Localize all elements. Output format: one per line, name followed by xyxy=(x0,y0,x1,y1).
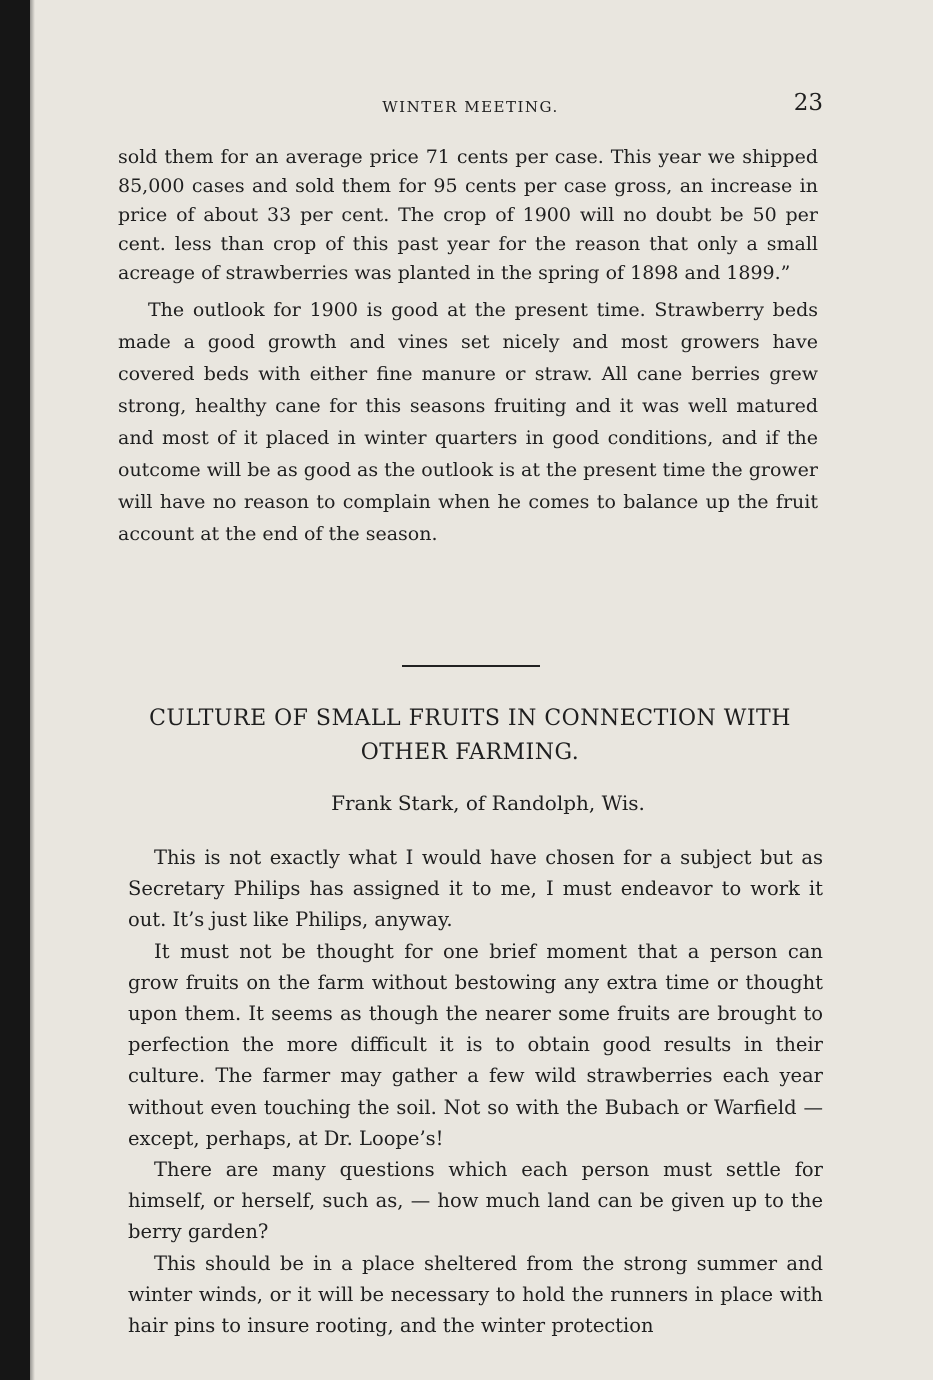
article-title xyxy=(110,702,830,770)
page-number: 23 xyxy=(793,90,823,116)
paragraph: This should be in a place sheltered from the strong summer and winter winds, or it will be necessary to hold the runners in place with hair pins to insure rooting, and the winter protection xyxy=(128,1251,823,1338)
running-header xyxy=(118,88,823,122)
article-title-line: CULTURE OF SMALL FRUITS IN CONNECTION WITH xyxy=(149,706,791,731)
running-title: WINTER MEETING. xyxy=(382,98,559,116)
article-title-line: OTHER FARMING. xyxy=(360,740,580,765)
article-body xyxy=(128,842,823,1341)
paragraph: There are many questions which each person must settle for himself, or herself, such as, — how much land can be given up to the berry garden? xyxy=(128,1158,823,1244)
paragraph: It must not be thought for one brief moment that a person can grow fruits on the farm without bestowing any extra time or thought upon them. It seems as though the nearer some fruits are brought to perfection the more difficult it is to obtain good results in their culture. The farmer may gather a few wild strawberries each year without even touching the soil. Not so with the Bubach or Warfield — except, perhaps, at Dr. Loope’s! xyxy=(128,939,823,1150)
previous-article-continuation xyxy=(118,143,818,550)
paragraph: sold them for an average price 71 cents per case. This year we shipped 85,000 cases and sold them for 95 cents per case gross, an increase in price of about 33 per cent. The crop of 1900 will no doubt be 50 per cent. less than crop of this past year for the reason that only a small acreage of strawberries was planted in the spring of 1898 and 1899.” xyxy=(118,146,818,284)
paragraph: The outlook for 1900 is good at the present time. Strawberry beds made a good growth and vines set nicely and most growers have covered beds with either fine manure or straw. All cane berries grew strong, healthy cane for this seasons fruiting and it was well matured and most of it placed in winter quarters in good conditions, and if the outcome will be as good as the outlook is at the present time the grower will have no reason to complain when he comes to balance up the fruit account at the end of the season. xyxy=(118,299,818,545)
section-divider-rule xyxy=(402,665,540,667)
paragraph: This is not exactly what I would have chosen for a subject but as Secretary Philips has assigned it to me, I must endeavor to work it out. It’s just like Philips, anyway. xyxy=(128,846,823,932)
article-byline: Frank Stark, of Randolph, Wis. xyxy=(331,791,645,815)
